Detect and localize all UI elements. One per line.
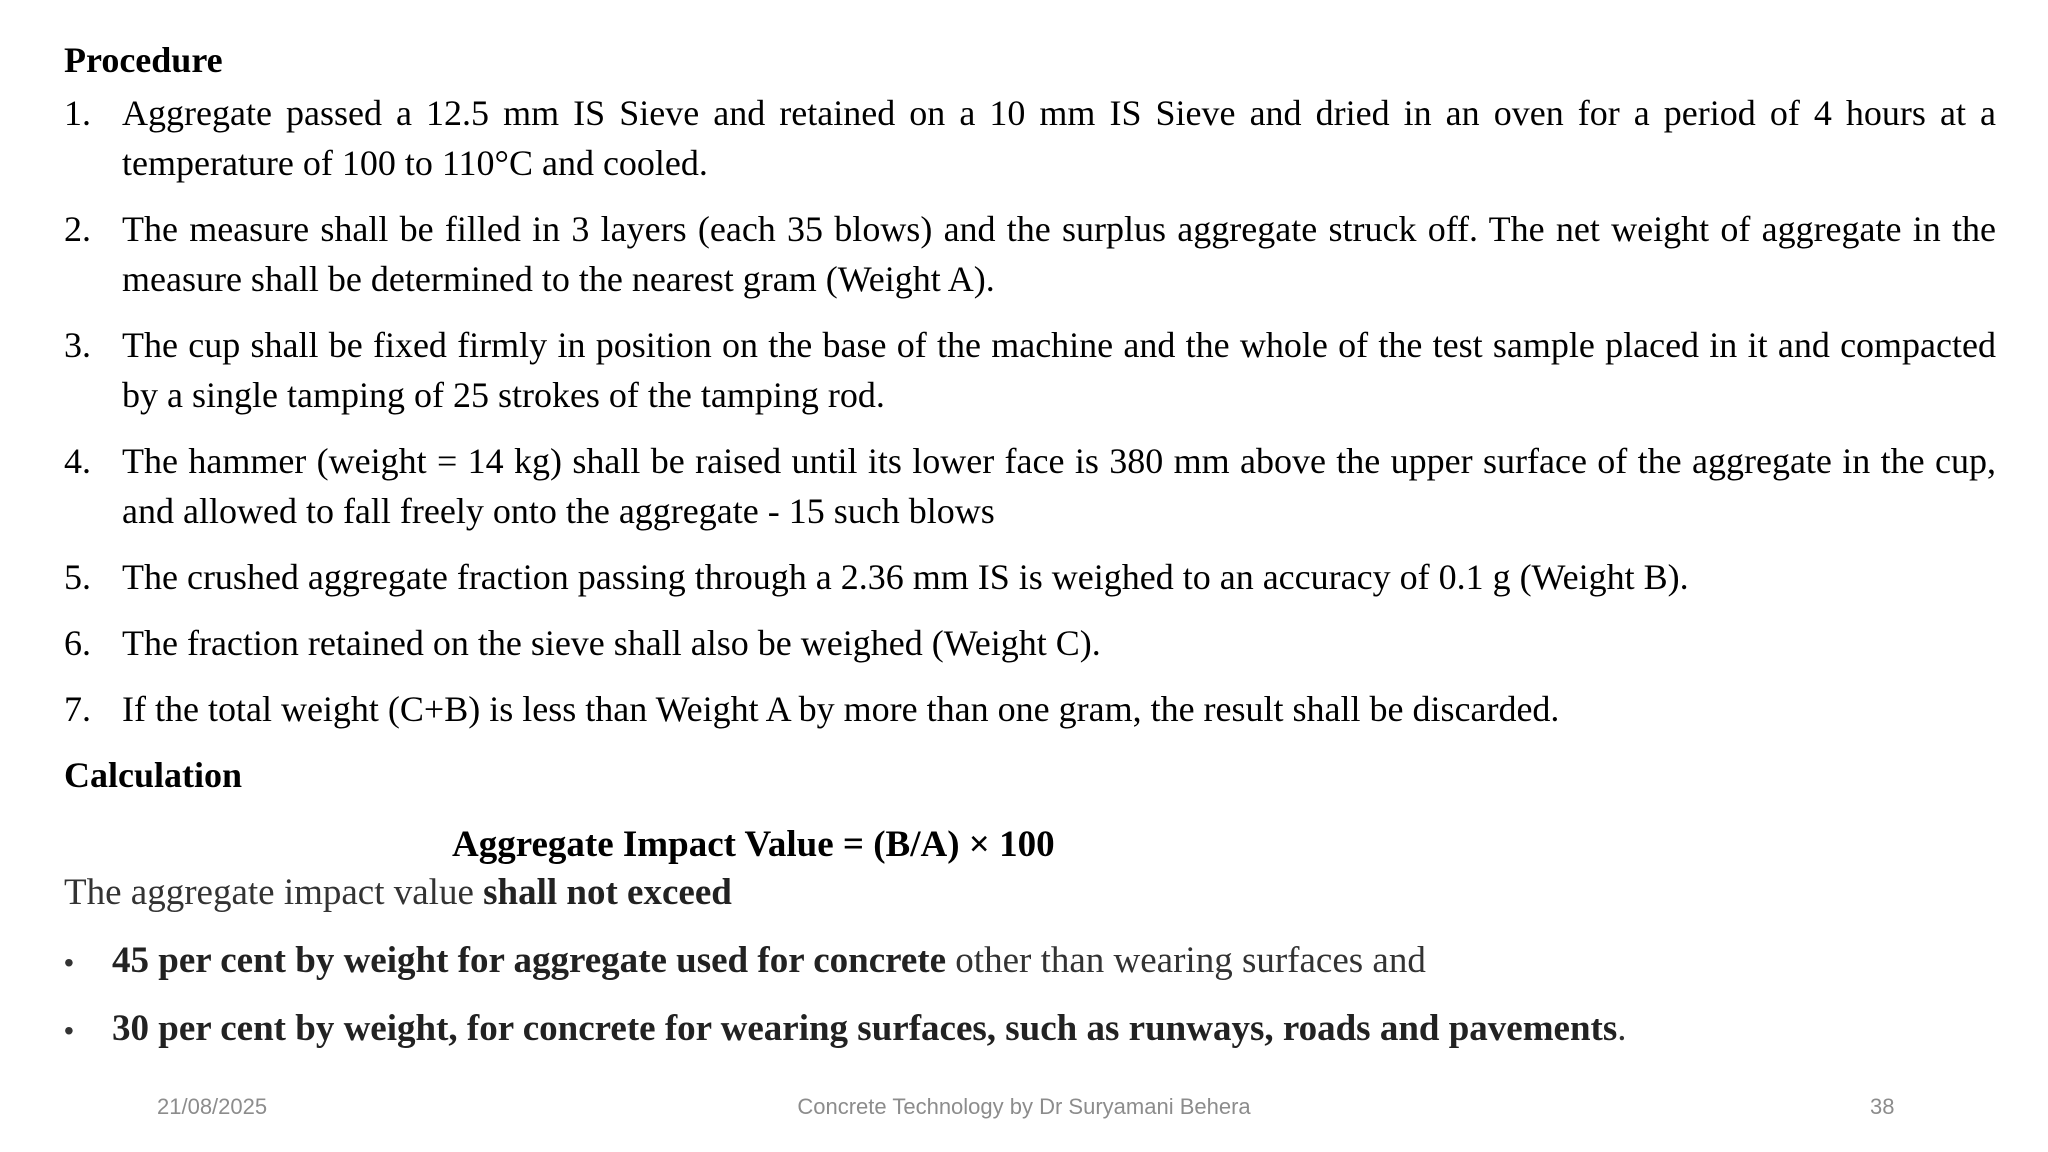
limit-bullet <box>64 936 1627 988</box>
procedure-step <box>64 618 1996 668</box>
bullet-bold-text: 30 per cent by weight, for concrete for wearing surfaces, such as runways, roads and pavements <box>112 1008 1618 1049</box>
procedure-step <box>64 684 1996 734</box>
bullet-text <box>112 1004 1627 1054</box>
limit-bullets-list <box>64 936 1627 1072</box>
step-text: The fraction retained on the sieve shall also be weighed (Weight C). <box>122 623 1101 663</box>
step-text: If the total weight (C+B) is less than Weight A by more than one gram, the result shall be discarded. <box>122 689 1560 729</box>
step-text: The crushed aggregate fraction passing through a 2.36 mm IS is weighed to an accuracy of 0.1 g (Weight B). <box>122 557 1689 597</box>
step-number: 5. <box>64 557 91 597</box>
procedure-step <box>64 436 1996 536</box>
bullet-rest-text: other than wearing surfaces and <box>946 940 1426 981</box>
footer-page-number: 38 <box>1870 1094 1895 1119</box>
step-number: 3. <box>64 325 91 365</box>
limit-bullet <box>64 1004 1627 1056</box>
calculation-heading: Calculation <box>64 755 243 795</box>
step-text: The measure shall be filled in 3 layers (each 35 blows) and the surplus aggregate struck off. The net weight of aggregate in the measure shall be determined to the nearest gram (Weight A). <box>122 209 1996 299</box>
bullet-rest-text: . <box>1617 1008 1627 1049</box>
step-number: 1. <box>64 93 91 133</box>
limit-statement <box>64 870 732 916</box>
footer-date: 21/08/2025 <box>157 1094 268 1119</box>
step-number: 7. <box>64 689 91 729</box>
procedure-step <box>64 320 1996 420</box>
limit-statement-text: The aggregate impact value <box>64 872 484 913</box>
bullet-text <box>112 936 1426 986</box>
step-text: The cup shall be fixed firmly in position on the base of the machine and the whole of the test sample placed in it and compacted by a single tamping of 25 strokes of the tamping rod. <box>122 325 1996 415</box>
procedure-step <box>64 204 1996 304</box>
bullet-bold-text: 45 per cent by weight for aggregate used for concrete <box>112 940 947 981</box>
procedure-steps-list <box>64 88 1996 750</box>
footer-title: Concrete Technology by Dr Suryamani Behera <box>797 1094 1251 1119</box>
procedure-step <box>64 88 1996 188</box>
limit-statement-emphasis: shall not exceed <box>483 872 732 913</box>
step-number: 6. <box>64 623 91 663</box>
step-text: The hammer (weight = 14 kg) shall be raised until its lower face is 380 mm above the upper surface of the aggregate in the cup, and allowed to fall freely onto the aggregate - 15 such blows <box>122 441 1996 531</box>
procedure-heading: Procedure <box>64 40 223 80</box>
step-number: 4. <box>64 441 91 481</box>
impact-value-formula: Aggregate Impact Value = (B/A) × 100 <box>452 824 1055 865</box>
step-text: Aggregate passed a 12.5 mm IS Sieve and retained on a 10 mm IS Sieve and dried in an oven for a period of 4 hours at a temperature of 100 to 110°C and cooled. <box>122 93 1996 183</box>
bullet-icon: • <box>64 1015 74 1046</box>
bullet-icon: • <box>64 947 74 978</box>
step-number: 2. <box>64 209 91 249</box>
procedure-step <box>64 552 1996 602</box>
